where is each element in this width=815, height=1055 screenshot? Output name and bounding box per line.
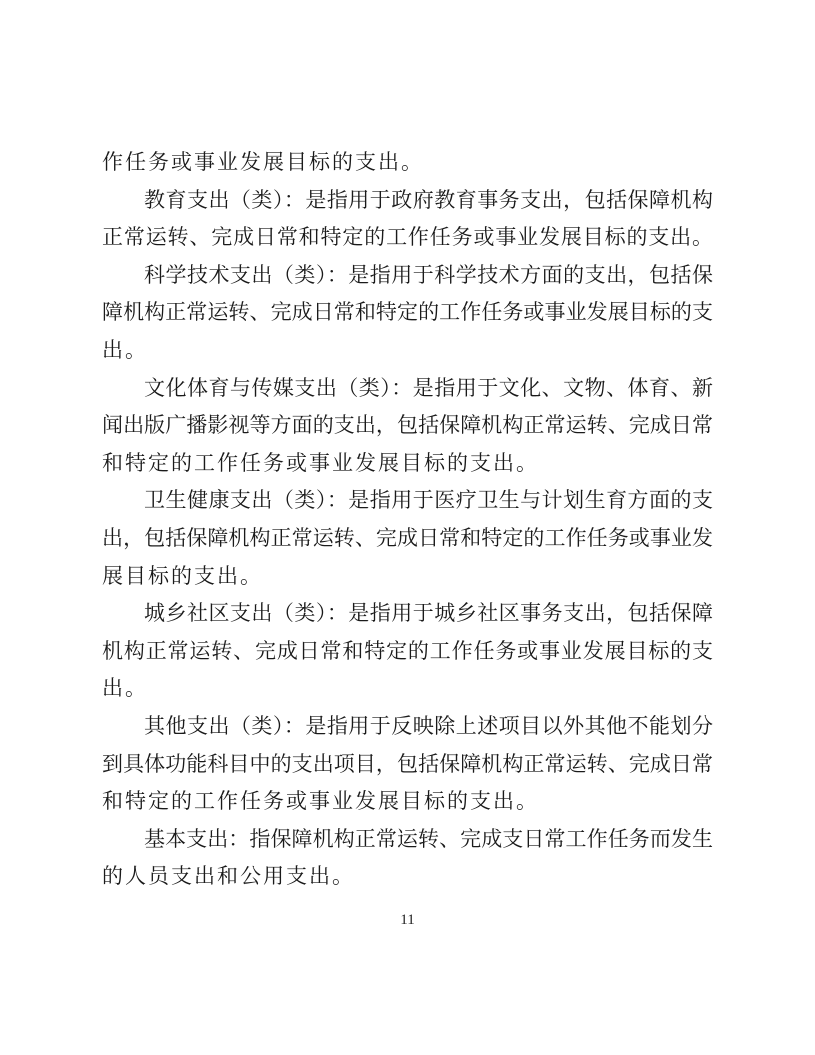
text-line: 基本支出：指保障机构正常运转、完成支日常工作任务而发生: [144, 826, 713, 851]
text-line: 出，包括保障机构正常运转、完成日常和特定的工作任务或事业发: [102, 525, 713, 550]
text-line: 出。: [102, 337, 148, 362]
page-number: 11: [400, 912, 415, 928]
text-line: 的人员支出和公用支出。: [102, 864, 355, 889]
text-line: 闻出版广播影视等方面的支出，包括保障机构正常运转、完成日常: [102, 413, 713, 438]
text-line: 出。: [102, 676, 148, 701]
text-line: 正常运转、完成日常和特定的工作任务或事业发展目标的支出。: [102, 225, 713, 250]
text-line: 机构正常运转、完成日常和特定的工作任务或事业发展目标的支: [102, 638, 713, 663]
text-line: 教育支出（类）：是指用于政府教育事务支出，包括保障机构: [144, 187, 713, 212]
text-line: 障机构正常运转、完成日常和特定的工作任务或事业发展目标的支: [102, 300, 713, 325]
text-line: 科学技术支出（类）：是指用于科学技术方面的支出，包括保: [144, 262, 713, 287]
text-line: 和特定的工作任务或事业发展目标的支出。: [102, 450, 539, 475]
text-line: 文化体育与传媒支出（类）：是指用于文化、文物、体育、新: [144, 375, 713, 400]
text-line: 城乡社区支出（类）：是指用于城乡社区事务支出，包括保障: [144, 601, 713, 626]
text-line: 作任务或事业发展目标的支出。: [102, 150, 424, 174]
text-line: 卫生健康支出（类）：是指用于医疗卫生与计划生育方面的支: [144, 488, 713, 513]
page-footer: [0, 905, 815, 935]
text-line: 其他支出（类）：是指用于反映除上述项目以外其他不能划分: [144, 713, 713, 738]
text-line: 和特定的工作任务或事业发展目标的支出。: [102, 789, 539, 814]
text-line: 展目标的支出。: [102, 563, 263, 588]
text-line: 到具体功能科目中的支出项目，包括保障机构正常运转、完成日常: [102, 751, 713, 776]
document-text-block: [102, 144, 713, 896]
